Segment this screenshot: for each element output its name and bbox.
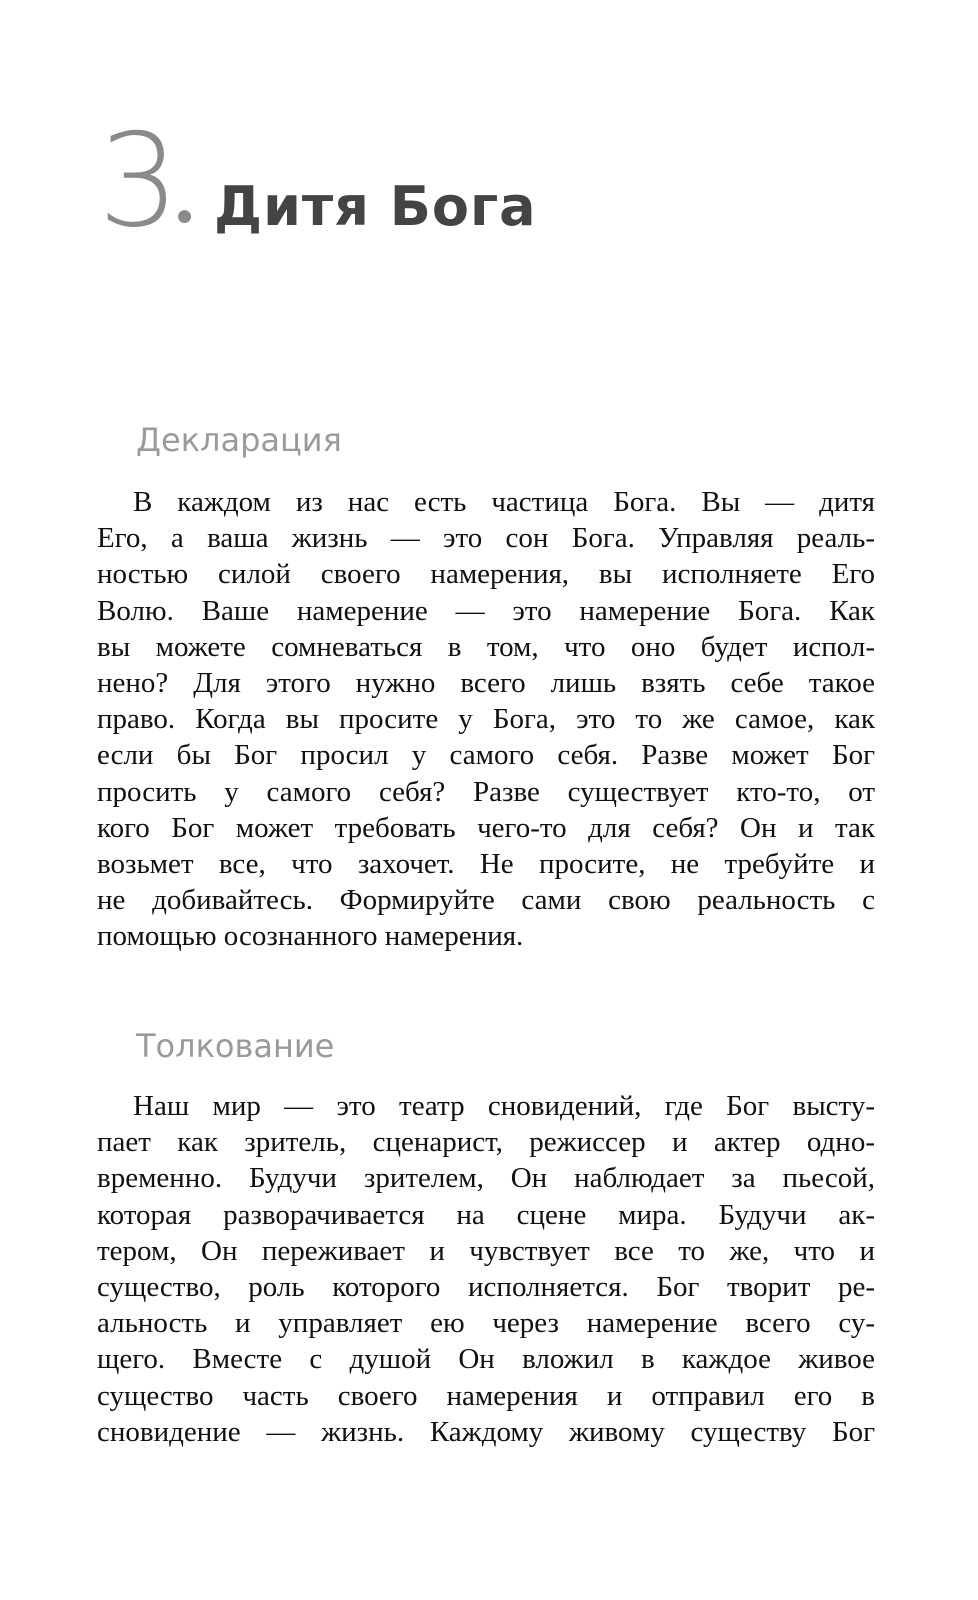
text-line: существо, роль которого исполняется. Бог творит ре- (97, 1270, 875, 1303)
text-line: возьмет все, что захочет. Не просите, не требуйте и (97, 847, 875, 880)
text-line: вы можете сомневаться в том, что оно будет испол- (97, 630, 875, 663)
text-line: сновидение — жизнь. Каждому живому существу Бог (97, 1415, 875, 1448)
text-line: Наш мир — это театр сновидений, где Бог высту- (133, 1090, 875, 1122)
section-heading-declaration: Декларация (136, 421, 342, 459)
text-line: которая разворачивается на сцене мира. Будучи ак- (97, 1198, 875, 1231)
declaration-paragraph (97, 484, 875, 954)
text-line: если бы Бог просил у самого себя. Разве может Бог (97, 739, 875, 772)
text-line: щего. Вместе с душой Он вложил в каждое живое (97, 1343, 875, 1376)
text-line: Его, а ваша жизнь — это сон Бога. Управляя реаль- (97, 522, 875, 555)
text-line: кого Бог может требовать чего-то для себя? Он и так (97, 811, 875, 844)
text-line: существо часть своего намерения и отправил его в (97, 1379, 875, 1412)
interpretation-paragraph (97, 1088, 875, 1450)
text-line: тером, Он переживает и чувствует все то же, что и (97, 1234, 875, 1267)
text-line: просить у самого себя? Разве существует кто-то, от (97, 775, 875, 808)
text-line: Волю. Ваше намерение — это намерение Бога. Как (97, 594, 875, 627)
text-line: ностью силой своего намерения, вы исполняете Его (97, 558, 875, 591)
text-line: помощью осознанного намерения. (97, 920, 524, 953)
text-line: право. Когда вы просите у Бога, это то же самое, как (97, 703, 875, 736)
text-line: альность и управляет ею через намерение всего су- (97, 1307, 875, 1340)
text-line: пает как зритель, сценарист, режиссер и актер одно- (97, 1126, 875, 1159)
text-line: временно. Будучи зрителем, Он наблюдает за пьесой, (97, 1162, 875, 1195)
section-heading-interpretation: Толкование (136, 1027, 335, 1065)
text-line: нено? Для этого нужно всего лишь взять себе такое (97, 666, 875, 699)
text-line: не добивайтесь. Формируйте сами свою реальность с (97, 884, 875, 917)
text-line: В каждом из нас есть частица Бога. Вы — дитя (133, 486, 875, 518)
chapter-number: 3● (98, 107, 190, 256)
chapter-title: Дитя Бога (214, 175, 537, 238)
